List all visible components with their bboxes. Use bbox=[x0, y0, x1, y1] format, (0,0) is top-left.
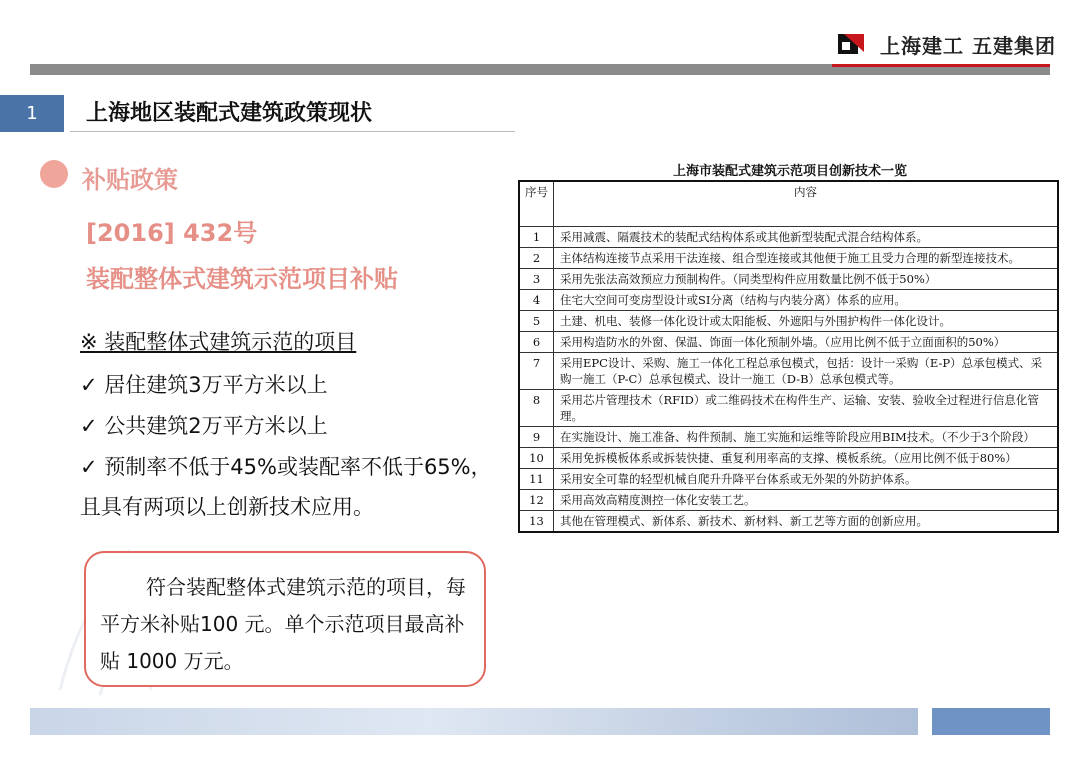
header-accent-line bbox=[832, 64, 1050, 67]
row-content: 在实施设计、施工准备、构件预制、施工实施和运维等阶段应用BIM技术。（不少于3个阶段） bbox=[554, 427, 1059, 448]
subsidy-heading: 补贴政策 bbox=[82, 166, 178, 194]
subsidy-highlight-box bbox=[84, 551, 486, 687]
row-content: 采用芯片管理技术（RFID）或二维码技术在构件生产、运输、安装、验收全过程进行信息化管理。 bbox=[554, 390, 1059, 427]
table-row bbox=[519, 269, 1058, 290]
row-number: 6 bbox=[519, 332, 554, 353]
row-number: 9 bbox=[519, 427, 554, 448]
requirement-item: 且具有两项以上创新技术应用。 bbox=[80, 495, 374, 519]
row-content: 采用构造防水的外窗、保温、饰面一体化预制外墙。（应用比例不低于立面面积的50%） bbox=[554, 332, 1059, 353]
table-title: 上海市装配式建筑示范项目创新技术一览 bbox=[672, 164, 907, 179]
logo-text: 上海建工 五建集团 bbox=[880, 34, 1056, 58]
table-row bbox=[519, 353, 1058, 390]
bullet-circle-icon bbox=[40, 160, 68, 188]
row-number: 10 bbox=[519, 448, 554, 469]
table-row bbox=[519, 290, 1058, 311]
footer-gradient-bar bbox=[30, 708, 918, 735]
table-row bbox=[519, 248, 1058, 269]
row-number: 1 bbox=[519, 227, 554, 248]
row-content: 采用高效高精度测控一体化安装工艺。 bbox=[554, 490, 1059, 511]
table-row bbox=[519, 427, 1058, 448]
header-divider-bar bbox=[30, 64, 1050, 75]
table-row bbox=[519, 390, 1058, 427]
column-header-content: 内容 bbox=[554, 181, 1059, 227]
table-row bbox=[519, 490, 1058, 511]
title-underline bbox=[70, 131, 515, 132]
row-content: 采用EPC设计、采购、施工一体化工程总承包模式，包括：设计一采购（E-P）总承包模式、采购一施工（P-C）总承包模式、设计一施工（D-B）总承包模式等。 bbox=[554, 353, 1059, 390]
row-content: 住宅大空间可变房型设计或SI分离（结构与内装分离）体系的应用。 bbox=[554, 290, 1059, 311]
table-row bbox=[519, 469, 1058, 490]
row-number: 8 bbox=[519, 390, 554, 427]
column-header-number: 序号 bbox=[519, 181, 554, 227]
row-number: 7 bbox=[519, 353, 554, 390]
table-row bbox=[519, 511, 1058, 533]
row-number: 2 bbox=[519, 248, 554, 269]
row-content: 采用免拆模板体系或拆装快捷、重复利用率高的支撑、模板系统。（应用比例不低于80%） bbox=[554, 448, 1059, 469]
requirement-item: ✓ 公共建筑2万平方米以上 bbox=[80, 414, 328, 438]
table-row bbox=[519, 227, 1058, 248]
row-number: 13 bbox=[519, 511, 554, 533]
footer-accent-block bbox=[932, 708, 1050, 735]
policy-doc-number: [2016] 432号 bbox=[86, 219, 258, 247]
table-row bbox=[519, 311, 1058, 332]
row-number: 4 bbox=[519, 290, 554, 311]
requirement-item: ✓ 居住建筑3万平方米以上 bbox=[80, 373, 328, 397]
subsidy-name: 装配整体式建筑示范项目补贴 bbox=[86, 265, 398, 293]
requirements-heading: ※ 装配整体式建筑示范的项目 bbox=[80, 330, 357, 354]
row-content: 采用安全可靠的轻型机械自爬升升降平台体系或无外架的外防护体系。 bbox=[554, 469, 1059, 490]
row-number: 3 bbox=[519, 269, 554, 290]
table-row bbox=[519, 448, 1058, 469]
row-number: 11 bbox=[519, 469, 554, 490]
row-number: 12 bbox=[519, 490, 554, 511]
row-content: 采用减震、隔震技术的装配式结构体系或其他新型装配式混合结构体系。 bbox=[554, 227, 1059, 248]
company-logo bbox=[838, 30, 1056, 58]
row-content: 主体结构连接节点采用干法连接、组合型连接或其他便于施工且受力合理的新型连接技术。 bbox=[554, 248, 1059, 269]
subsidy-highlight-text: 符合装配整体式建筑示范的项目，每平方米补贴100 元。单个示范项目最高补贴 1000 万元。 bbox=[100, 575, 466, 673]
row-content: 其他在管理模式、新体系、新技术、新材料、新工艺等方面的创新应用。 bbox=[554, 511, 1059, 533]
logo-mark-icon bbox=[838, 30, 866, 56]
row-content: 采用先张法高效预应力预制构件。（同类型构件应用数量比例不低于50%） bbox=[554, 269, 1059, 290]
row-content: 土建、机电、装修一体化设计或太阳能板、外遮阳与外围护构件一体化设计。 bbox=[554, 311, 1059, 332]
row-number: 5 bbox=[519, 311, 554, 332]
requirement-item: ✓ 预制率不低于45%或装配率不低于65%， bbox=[80, 455, 492, 479]
table-header-row bbox=[519, 181, 1058, 227]
table-row bbox=[519, 332, 1058, 353]
page-title: 上海地区装配式建筑政策现状 bbox=[86, 101, 373, 126]
section-number: 1 bbox=[0, 95, 64, 132]
innovation-tech-table bbox=[518, 180, 1059, 533]
